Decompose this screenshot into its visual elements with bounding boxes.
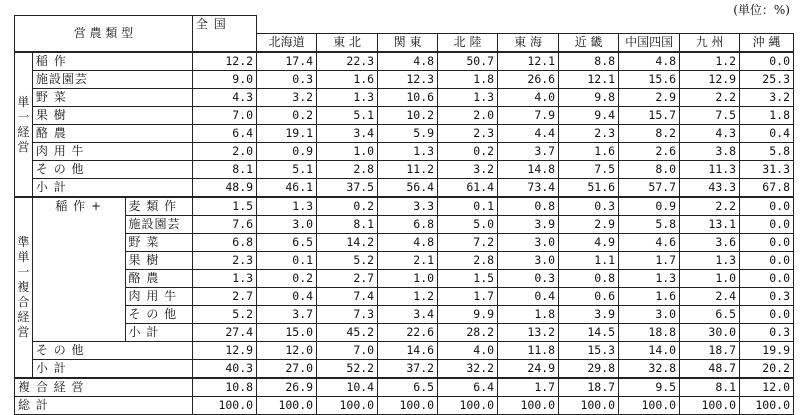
value-cell: 13.2 [498, 324, 559, 342]
value-cell: 8.1 [680, 378, 740, 397]
value-cell: 31.3 [740, 161, 794, 179]
value-cell: 100.0 [680, 397, 740, 415]
value-cell: 0.4 [498, 288, 559, 306]
value-cell: 37.2 [378, 360, 438, 379]
value-cell: 0.8 [559, 270, 619, 288]
value-cell: 3.2 [438, 161, 498, 179]
value-cell: 29.8 [559, 360, 619, 379]
row-label: 小 計 [125, 324, 192, 342]
total-row [15, 397, 794, 415]
value-cell: 0.0 [740, 52, 794, 71]
value-cell: 4.3 [680, 125, 740, 143]
table-row [15, 252, 794, 270]
value-cell: 45.2 [317, 324, 378, 342]
value-cell: 0.0 [740, 270, 794, 288]
value-cell: 51.6 [559, 179, 619, 198]
value-cell: 12.0 [257, 342, 317, 360]
value-cell: 0.3 [740, 288, 794, 306]
value-cell: 0.9 [619, 197, 680, 216]
value-cell: 0.3 [740, 324, 794, 342]
value-cell: 5.9 [378, 125, 438, 143]
complex-row [15, 378, 794, 397]
value-cell: 100.0 [438, 397, 498, 415]
value-cell: 2.3 [438, 125, 498, 143]
value-cell: 7.6 [192, 216, 256, 234]
value-cell: 14.0 [619, 342, 680, 360]
value-cell: 1.8 [498, 306, 559, 324]
value-cell: 0.1 [438, 197, 498, 216]
value-cell: 2.9 [559, 216, 619, 234]
value-cell: 14.2 [317, 234, 378, 252]
region-header: 近 畿 [559, 34, 619, 53]
value-cell: 0.0 [740, 216, 794, 234]
value-cell: 0.0 [740, 306, 794, 324]
table-row [15, 288, 794, 306]
value-cell: 8.8 [559, 52, 619, 71]
value-cell: 6.8 [192, 234, 256, 252]
value-cell: 12.9 [192, 342, 256, 360]
value-cell: 4.4 [498, 125, 559, 143]
value-cell: 56.4 [378, 179, 438, 198]
value-cell: 22.6 [378, 324, 438, 342]
nation-header-gap [192, 34, 256, 53]
value-cell: 100.0 [619, 397, 680, 415]
group-single-text: 単一経営 [17, 94, 30, 154]
value-cell: 27.4 [192, 324, 256, 342]
value-cell: 1.3 [619, 270, 680, 288]
table-row [15, 161, 794, 179]
semi-main-gap [32, 288, 125, 306]
value-cell: 32.8 [619, 360, 680, 379]
value-cell: 0.6 [559, 288, 619, 306]
value-cell: 2.7 [192, 288, 256, 306]
value-cell: 26.6 [498, 71, 559, 89]
value-cell: 3.9 [559, 306, 619, 324]
value-cell: 7.3 [317, 306, 378, 324]
value-cell: 48.7 [680, 360, 740, 379]
value-cell: 7.5 [559, 161, 619, 179]
value-cell: 4.8 [378, 234, 438, 252]
value-cell: 11.3 [680, 161, 740, 179]
value-cell: 18.7 [559, 378, 619, 397]
value-cell: 4.8 [378, 52, 438, 71]
value-cell: 57.7 [619, 179, 680, 198]
value-cell: 1.3 [438, 89, 498, 107]
value-cell: 4.0 [498, 89, 559, 107]
row-label: 野 菜 [32, 89, 192, 107]
value-cell: 3.3 [378, 197, 438, 216]
value-cell: 0.2 [257, 270, 317, 288]
value-cell: 1.5 [438, 270, 498, 288]
value-cell: 12.2 [192, 52, 256, 71]
value-cell: 100.0 [257, 397, 317, 415]
value-cell: 2.2 [680, 89, 740, 107]
value-cell: 2.3 [192, 252, 256, 270]
value-cell: 43.3 [680, 179, 740, 198]
table-row [15, 125, 794, 143]
region-header: 中国四国 [619, 34, 680, 53]
value-cell: 9.8 [559, 89, 619, 107]
value-cell: 1.2 [680, 52, 740, 71]
value-cell: 20.2 [740, 360, 794, 379]
value-cell: 8.0 [619, 161, 680, 179]
semi-main-gap [32, 270, 125, 288]
value-cell: 32.2 [438, 360, 498, 379]
value-cell: 0.9 [257, 143, 317, 161]
value-cell: 48.9 [192, 179, 256, 198]
value-cell: 9.5 [619, 378, 680, 397]
value-cell: 12.1 [498, 52, 559, 71]
value-cell: 25.3 [740, 71, 794, 89]
table-row [15, 234, 794, 252]
group-semi-label [15, 197, 33, 378]
region-header: 東 北 [317, 34, 378, 53]
value-cell: 8.2 [619, 125, 680, 143]
value-cell: 5.0 [438, 216, 498, 234]
value-cell: 67.8 [740, 179, 794, 198]
value-cell: 1.8 [438, 71, 498, 89]
row-label: 酪 農 [125, 270, 192, 288]
table-row [15, 216, 794, 234]
value-cell: 15.6 [619, 71, 680, 89]
value-cell: 7.4 [317, 288, 378, 306]
region-header: 北海道 [257, 34, 317, 53]
value-cell: 14.6 [378, 342, 438, 360]
value-cell: 1.0 [680, 270, 740, 288]
value-cell: 5.2 [317, 252, 378, 270]
subtotal-row [15, 324, 794, 342]
value-cell: 5.2 [192, 306, 256, 324]
type-header: 営 農 類 型 [15, 16, 193, 53]
value-cell: 7.0 [192, 107, 256, 125]
row-label: 酪 農 [32, 125, 192, 143]
semi-main-gap [32, 324, 125, 342]
value-cell: 100.0 [498, 397, 559, 415]
value-cell: 4.9 [559, 234, 619, 252]
value-cell: 2.9 [619, 89, 680, 107]
value-cell: 3.2 [257, 89, 317, 107]
subtotal-row [15, 360, 794, 379]
value-cell: 15.7 [619, 107, 680, 125]
value-cell: 1.1 [559, 252, 619, 270]
row-label: そ の 他 [32, 161, 192, 179]
value-cell: 100.0 [192, 397, 256, 415]
value-cell: 1.7 [498, 378, 559, 397]
value-cell: 0.1 [257, 252, 317, 270]
region-header: 関 東 [378, 34, 438, 53]
region-header: 北 陸 [438, 34, 498, 53]
row-label: そ の 他 [125, 306, 192, 324]
value-cell: 3.0 [498, 252, 559, 270]
value-cell: 5.1 [317, 107, 378, 125]
row-label: そ の 他 [32, 342, 192, 360]
value-cell: 2.2 [680, 197, 740, 216]
value-cell: 15.3 [559, 342, 619, 360]
value-cell: 46.1 [257, 179, 317, 198]
value-cell: 6.8 [378, 216, 438, 234]
value-cell: 7.0 [317, 342, 378, 360]
table-row [15, 270, 794, 288]
value-cell: 40.3 [192, 360, 256, 379]
value-cell: 3.0 [257, 216, 317, 234]
value-cell: 9.0 [192, 71, 256, 89]
value-cell: 1.3 [257, 197, 317, 216]
nation-header: 全 国 [192, 16, 256, 34]
value-cell: 4.6 [619, 234, 680, 252]
value-cell: 7.9 [498, 107, 559, 125]
value-cell: 2.8 [438, 252, 498, 270]
value-cell: 3.0 [619, 306, 680, 324]
value-cell: 7.2 [438, 234, 498, 252]
value-cell: 3.6 [680, 234, 740, 252]
value-cell: 1.3 [378, 143, 438, 161]
value-cell: 6.5 [378, 378, 438, 397]
value-cell: 19.1 [257, 125, 317, 143]
value-cell: 0.2 [438, 143, 498, 161]
value-cell: 5.8 [740, 143, 794, 161]
value-cell: 100.0 [317, 397, 378, 415]
region-header: 沖 縄 [740, 34, 794, 53]
region-header-gap [257, 16, 794, 34]
group-single-label [15, 52, 33, 197]
value-cell: 3.2 [740, 89, 794, 107]
group-semi-text: 準単一複合経営 [17, 235, 30, 339]
value-cell: 2.8 [317, 161, 378, 179]
value-cell: 100.0 [740, 397, 794, 415]
value-cell: 0.0 [740, 252, 794, 270]
value-cell: 0.2 [257, 107, 317, 125]
row-label: 稲 作 [32, 52, 192, 71]
value-cell: 1.8 [740, 107, 794, 125]
value-cell: 27.0 [257, 360, 317, 379]
row-label: 麦 類 作 [125, 197, 192, 216]
row-label: 野 菜 [125, 234, 192, 252]
value-cell: 8.1 [317, 216, 378, 234]
value-cell: 15.0 [257, 324, 317, 342]
value-cell: 2.4 [680, 288, 740, 306]
value-cell: 5.1 [257, 161, 317, 179]
value-cell: 2.1 [378, 252, 438, 270]
value-cell: 52.2 [317, 360, 378, 379]
row-label: 果 樹 [32, 107, 192, 125]
value-cell: 1.3 [680, 252, 740, 270]
value-cell: 2.0 [192, 143, 256, 161]
value-cell: 22.3 [317, 52, 378, 71]
value-cell: 18.8 [619, 324, 680, 342]
value-cell: 50.7 [438, 52, 498, 71]
value-cell: 0.3 [498, 270, 559, 288]
semi-main-label: 稲 作 + [32, 197, 125, 216]
region-header: 九 州 [680, 34, 740, 53]
value-cell: 1.2 [378, 288, 438, 306]
value-cell: 3.7 [498, 143, 559, 161]
value-cell: 4.3 [192, 89, 256, 107]
value-cell: 1.0 [378, 270, 438, 288]
table-row [15, 89, 794, 107]
value-cell: 73.4 [498, 179, 559, 198]
value-cell: 26.9 [257, 378, 317, 397]
value-cell: 1.6 [619, 288, 680, 306]
value-cell: 2.6 [619, 143, 680, 161]
value-cell: 30.0 [680, 324, 740, 342]
value-cell: 4.8 [619, 52, 680, 71]
value-cell: 11.8 [498, 342, 559, 360]
value-cell: 12.0 [740, 378, 794, 397]
value-cell: 0.0 [740, 197, 794, 216]
row-label: 小 計 [32, 179, 192, 198]
semi-main-gap [32, 216, 125, 234]
value-cell: 12.1 [559, 71, 619, 89]
value-cell: 12.9 [680, 71, 740, 89]
value-cell: 18.7 [680, 342, 740, 360]
value-cell: 10.2 [378, 107, 438, 125]
value-cell: 100.0 [559, 397, 619, 415]
value-cell: 3.8 [680, 143, 740, 161]
table-row [15, 306, 794, 324]
value-cell: 17.4 [257, 52, 317, 71]
semi-main-gap [32, 252, 125, 270]
value-cell: 5.8 [619, 216, 680, 234]
value-cell: 28.2 [438, 324, 498, 342]
row-label: 果 樹 [125, 252, 192, 270]
row-label: 施設園芸 [32, 71, 192, 89]
table-row [15, 143, 794, 161]
value-cell: 10.4 [317, 378, 378, 397]
value-cell: 6.5 [680, 306, 740, 324]
value-cell: 0.4 [257, 288, 317, 306]
value-cell: 1.3 [192, 270, 256, 288]
value-cell: 0.3 [257, 71, 317, 89]
value-cell: 3.4 [378, 306, 438, 324]
value-cell: 1.0 [317, 143, 378, 161]
value-cell: 3.9 [498, 216, 559, 234]
farm-type-table [14, 15, 794, 415]
value-cell: 24.9 [498, 360, 559, 379]
value-cell: 1.7 [619, 252, 680, 270]
row-label: 小 計 [32, 360, 192, 379]
value-cell: 9.9 [438, 306, 498, 324]
unit-label: (単位：%) [733, 3, 790, 17]
value-cell: 11.2 [378, 161, 438, 179]
semi-main-gap [32, 234, 125, 252]
value-cell: 19.9 [740, 342, 794, 360]
value-cell: 6.4 [438, 378, 498, 397]
table-row [15, 342, 794, 360]
value-cell: 61.4 [438, 179, 498, 198]
value-cell: 1.6 [317, 71, 378, 89]
value-cell: 8.1 [192, 161, 256, 179]
subtotal-row [15, 179, 794, 198]
row-label: 複 合 経 営 [15, 378, 193, 397]
table-row [15, 107, 794, 125]
value-cell: 7.5 [680, 107, 740, 125]
header-row [15, 16, 794, 34]
row-label: 総 計 [15, 397, 193, 415]
value-cell: 3.0 [498, 234, 559, 252]
row-label: 肉 用 牛 [32, 143, 192, 161]
value-cell: 1.5 [192, 197, 256, 216]
value-cell: 14.8 [498, 161, 559, 179]
value-cell: 100.0 [378, 397, 438, 415]
value-cell: 0.8 [498, 197, 559, 216]
value-cell: 0.2 [317, 197, 378, 216]
value-cell: 12.3 [378, 71, 438, 89]
region-header: 東 海 [498, 34, 559, 53]
row-label: 肉 用 牛 [125, 288, 192, 306]
value-cell: 6.4 [192, 125, 256, 143]
value-cell: 10.8 [192, 378, 256, 397]
value-cell: 2.3 [559, 125, 619, 143]
value-cell: 1.6 [559, 143, 619, 161]
semi-main-gap [32, 306, 125, 324]
value-cell: 10.6 [378, 89, 438, 107]
value-cell: 37.5 [317, 179, 378, 198]
table-row [15, 52, 794, 71]
table-row [15, 197, 794, 216]
table-row [15, 71, 794, 89]
row-label: 施設園芸 [125, 216, 192, 234]
value-cell: 14.5 [559, 324, 619, 342]
value-cell: 2.7 [317, 270, 378, 288]
value-cell: 3.4 [317, 125, 378, 143]
value-cell: 1.3 [317, 89, 378, 107]
value-cell: 2.0 [438, 107, 498, 125]
value-cell: 3.7 [257, 306, 317, 324]
value-cell: 0.4 [740, 125, 794, 143]
value-cell: 13.1 [680, 216, 740, 234]
value-cell: 1.7 [438, 288, 498, 306]
value-cell: 0.0 [740, 234, 794, 252]
value-cell: 4.0 [438, 342, 498, 360]
value-cell: 0.3 [559, 197, 619, 216]
value-cell: 6.5 [257, 234, 317, 252]
value-cell: 9.4 [559, 107, 619, 125]
